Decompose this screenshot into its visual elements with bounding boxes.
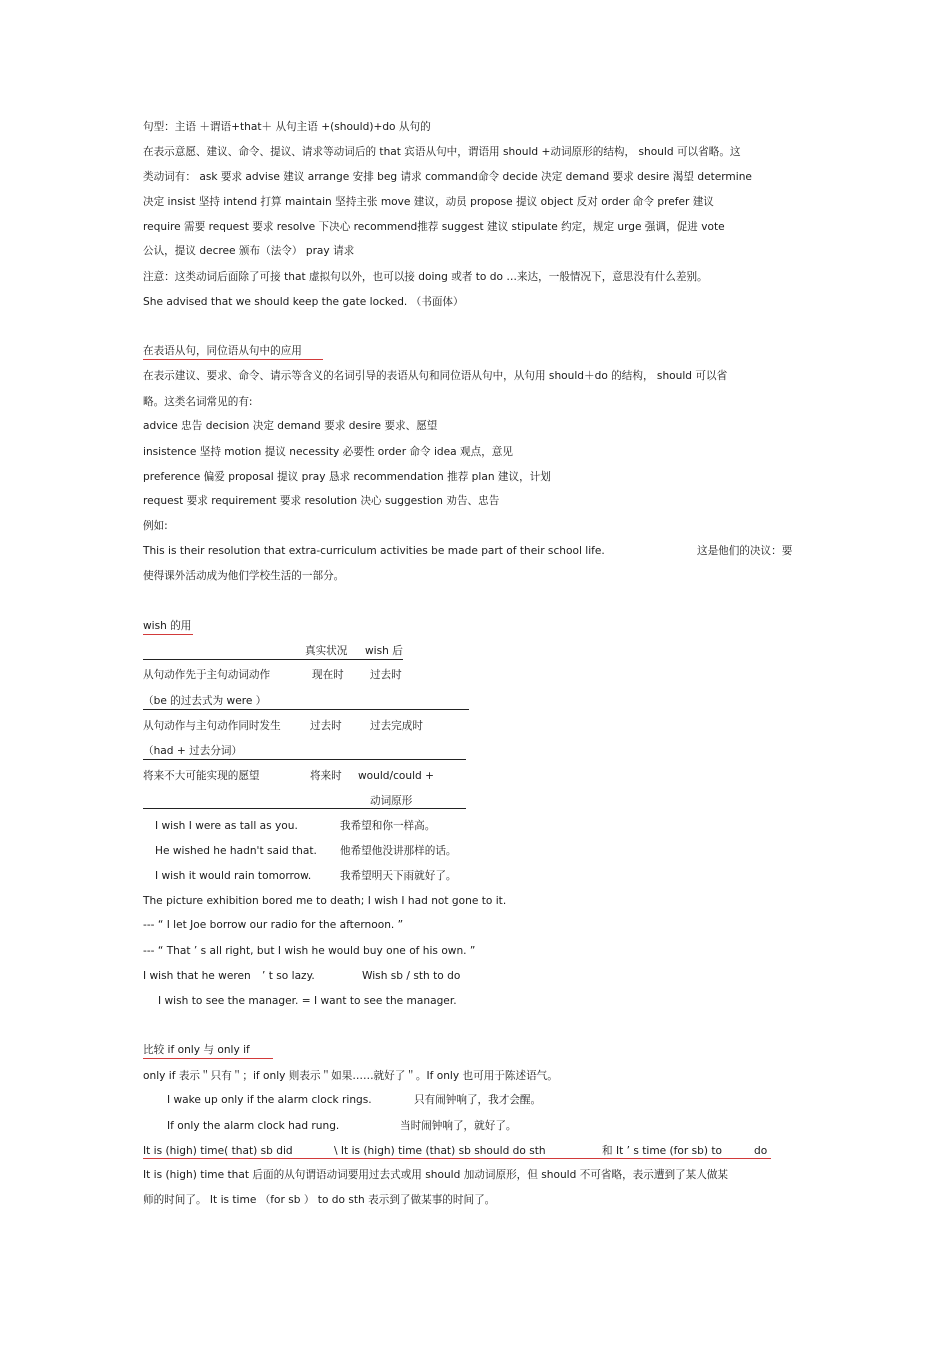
table-row-desc: 将来不大可能实现的愿望 <box>143 770 260 782</box>
heading-underline <box>143 1158 771 1159</box>
table-row-real: 过去时 <box>310 720 342 732</box>
time-pattern-heading: 和 It ’ s time (for sb) to <box>602 1145 722 1157</box>
time-pattern-heading: \ It is (high) time (that) sb should do sth <box>334 1145 546 1157</box>
table-header-wish: wish 后 <box>365 645 403 657</box>
paragraph-line: only if 表示＂只有＂；if only 则表示＂如果……就好了＂。If only 也可用于陈述语气。 <box>143 1070 558 1082</box>
if-example-translation: 只有闹钟响了，我才会醒。 <box>414 1094 542 1106</box>
table-header-real: 真实状况 <box>305 645 348 657</box>
table-row-wish-cont: 动词原形 <box>370 795 413 807</box>
wish-example: I wish it would rain tomorrow. <box>155 870 312 882</box>
heading-underline <box>143 634 193 635</box>
table-rule <box>143 759 466 760</box>
noun-list-line: insistence 坚持 motion 提议 necessity 必要性 order 命令 idea 观点，意见 <box>143 446 513 458</box>
paragraph-line: 类动词有： ask 要求 advise 建议 arrange 安排 beg 请求 command命令 decide 决定 demand 要求 desire 渴望 determine <box>143 171 752 183</box>
heading-underline <box>143 1058 273 1059</box>
dialog-line: --- “ That ’ s all right, but I wish he would buy one of his own. ” <box>143 945 476 957</box>
paragraph-line: 决定 insist 坚持 intend 打算 maintain 坚持主张 move 建议，动员 propose 提议 object 反对 order 命令 prefer 建议 <box>143 196 714 208</box>
example-translation: 使得课外活动成为他们学校生活的一部分。 <box>143 570 345 582</box>
paragraph-line: 师的时间了。 It is time （for sb ） to do sth 表示到了做某事的时间了。 <box>143 1194 496 1206</box>
wish-example: I wish that he weren <box>143 970 251 982</box>
if-example-translation: 当时闹钟响了，就好了。 <box>400 1120 517 1132</box>
wish-example-translation: 他希望他没讲那样的话。 <box>340 845 457 857</box>
section-heading-predicative: 在表语从句，同位语从句中的应用 <box>143 345 302 357</box>
wish-example: The picture exhibition bored me to death; I wish I had not gone to it. <box>143 895 507 907</box>
paragraph-line: 在表示意愿、建议、命令、提议、请求等动词后的 that 宾语从句中，谓语用 should +动词原形的结构， should 可以省略。这 <box>143 146 741 158</box>
if-example: If only the alarm clock had rung. <box>167 1120 340 1132</box>
table-row-note: （had + 过去分词） <box>143 745 243 757</box>
noun-list-line: preference 偏爱 proposal 提议 pray 恳求 recommendation 推荐 plan 建议，计划 <box>143 471 551 483</box>
wish-example: He wished he hadn't said that. <box>155 845 317 857</box>
paragraph-line: 略。这类名词常见的有: <box>143 396 253 408</box>
table-row-note: （be 的过去式为 were ） <box>143 695 267 707</box>
example-sentence: This is their resolution that extra-curriculum activities be made part of their school life. <box>143 545 605 557</box>
paragraph-line: It is (high) time that 后面的从句谓语动词要用过去式或用 should 加动词原形，但 should 不可省略，表示遭到了某人做某 <box>143 1169 729 1181</box>
if-example: I wake up only if the alarm clock rings. <box>167 1094 372 1106</box>
section-heading-if-only: 比较 if only 与 only if <box>143 1044 250 1056</box>
wish-example-cont: ’ t so lazy. <box>262 970 315 982</box>
dialog-line: --- “ I let Joe borrow our radio for the afternoon. ” <box>143 919 404 931</box>
table-row-real: 现在时 <box>312 669 344 681</box>
paragraph-line: 在表示建议、要求、命令、请示等含义的名词引导的表语从句和同位语从句中，从句用 should＋do 的结构， should 可以省 <box>143 370 728 382</box>
note-line: 注意：这类动词后面除了可接 that 虚拟句以外，也可以接 doing 或者 to do …来达，一般情况下，意思没有什么差别。 <box>143 271 708 283</box>
wish-example: I wish I were as tall as you. <box>155 820 298 832</box>
table-rule <box>143 808 466 809</box>
table-row-wish: 过去时 <box>370 669 402 681</box>
paragraph-line: 公认，提议 decree 颁布（法令） pray 请求 <box>143 245 355 257</box>
table-rule <box>143 709 469 710</box>
time-pattern-heading: do <box>754 1145 768 1157</box>
section-heading-wish: wish 的用 <box>143 620 192 632</box>
table-rule <box>143 659 403 660</box>
example-line: She advised that we should keep the gate locked. （书面体） <box>143 296 464 308</box>
paragraph-line: require 需要 request 要求 resolve 下决心 recommend推荐 suggest 建议 stipulate 约定，规定 urge 强调，促进 vote <box>143 221 725 233</box>
noun-list-line: request 要求 requirement 要求 resolution 决心 suggestion 劝告、忠告 <box>143 495 500 507</box>
wish-example-translation: 我希望明天下雨就好了。 <box>340 870 457 882</box>
wish-pattern: Wish sb / sth to do <box>362 970 461 982</box>
wish-example: I wish to see the manager. = I want to see the manager. <box>158 995 457 1007</box>
table-row-wish: would/could + <box>358 770 435 782</box>
table-row-desc: 从句动作先于主句动词动作 <box>143 669 271 681</box>
example-translation: 这是他们的决议：要 <box>697 545 793 557</box>
noun-list-line: advice 忠告 decision 决定 demand 要求 desire 要求、愿望 <box>143 420 438 432</box>
heading-underline <box>143 359 323 360</box>
time-pattern-heading: It is (high) time( that) sb did <box>143 1145 293 1157</box>
example-label: 例如: <box>143 520 168 532</box>
wish-example-translation: 我希望和你一样高。 <box>340 820 436 832</box>
table-row-wish: 过去完成时 <box>370 720 423 732</box>
table-row-desc: 从句动作与主句动作同时发生 <box>143 720 281 732</box>
table-row-real: 将来时 <box>310 770 342 782</box>
sentence-pattern: 句型：主语 ＋谓语+that＋ 从句主语 +(should)+do 从句的 <box>143 121 431 133</box>
